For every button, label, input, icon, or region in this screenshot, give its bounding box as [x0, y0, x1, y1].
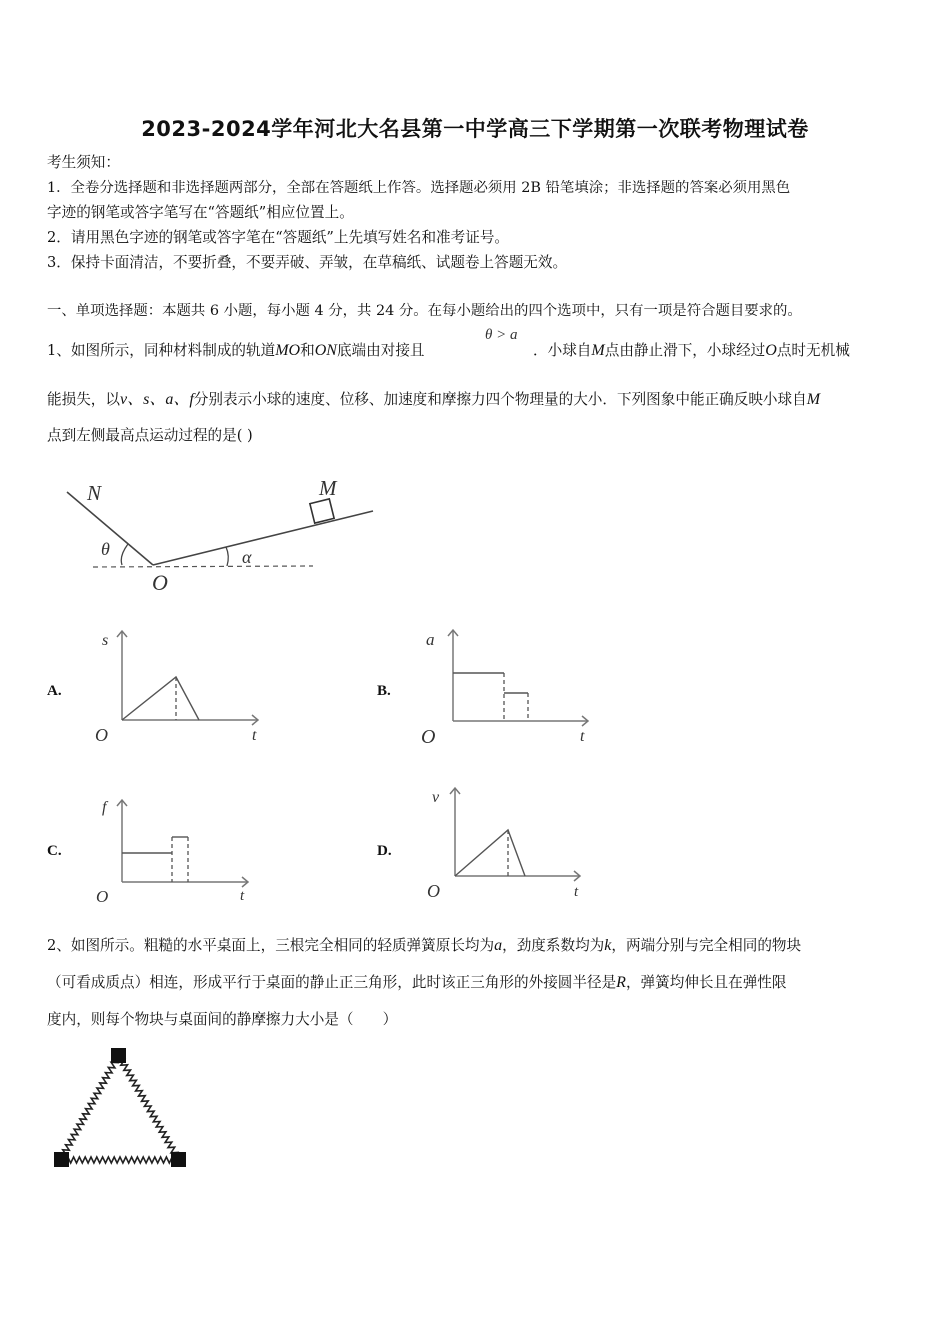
q1-condition: θ > a: [485, 327, 518, 343]
option-d-origin: O: [427, 881, 440, 901]
page-title: 2023-2024学年河北大名县第一中学高三下学期第一次联考物理试卷: [141, 117, 809, 141]
option-a-origin: O: [95, 725, 108, 745]
option-d-label[interactable]: D.: [377, 843, 392, 859]
q1-line-1-cont: ．小球自M点由静止滑下，小球经过O点时无机械: [533, 342, 850, 359]
notice-item-3: 3．保持卡面清洁，不要折叠，不要弄破、弄皱，在草稿纸、试题卷上答题无效。: [47, 254, 568, 271]
block-left: [54, 1152, 69, 1167]
label-O: O: [152, 570, 168, 595]
option-d-x-label: t: [574, 884, 579, 900]
q2-line-2: （可看成质点）相连，形成平行于桌面的静止正三角形，此时该正三角形的外接圆半径是R，弹簧均伸长且在弹性限: [47, 974, 787, 991]
section-heading: 一、单项选择题：本题共 6 小题，每小题 4 分，共 24 分。在每小题给出的四个选项中，只有一项是符合题目要求的。: [47, 303, 802, 319]
notice-item-1-line-1: 1．全卷分选择题和非选择题两部分，全部在答题纸上作答。选择题必须用 2B 铅笔填涂；非选择题的答案必须用黑色: [47, 180, 791, 196]
q2-line-3: 度内，则每个物块与桌面间的静摩擦力大小是（ ）: [47, 1011, 398, 1028]
option-a-y-label: s: [102, 632, 109, 649]
block-right: [171, 1152, 186, 1167]
option-a-x-label: t: [252, 727, 257, 744]
q1-line-1: 1、如图所示，同种材料制成的轨道MO和ON底端由对接且: [47, 342, 425, 359]
option-a-label[interactable]: A.: [47, 683, 62, 699]
option-c-graph: [90, 790, 260, 910]
block-top: [111, 1048, 126, 1063]
option-b-origin: O: [421, 726, 436, 748]
label-alpha: α: [242, 547, 252, 567]
q2-line-1: 2、如图所示。粗糙的水平桌面上，三根完全相同的轻质弹簧原长均为a，劲度系数均为k，两端分别与完全相同的物块: [47, 937, 802, 954]
option-b-graph: [418, 625, 598, 750]
label-N: N: [87, 481, 102, 505]
option-b-x-label: t: [580, 728, 585, 745]
label-M: M: [319, 476, 337, 500]
spring-bottom: [62, 1157, 178, 1163]
option-d-graph: [418, 780, 593, 905]
option-c-label[interactable]: C.: [47, 843, 62, 859]
option-a-graph: [90, 625, 270, 750]
spring-triangle-figure: [45, 1040, 200, 1175]
notice-heading: 考生须知：: [47, 154, 120, 171]
spring-right: [118, 1056, 178, 1159]
option-c-origin: O: [96, 887, 109, 906]
incline-figure: [55, 470, 385, 595]
q1-line-3: 点到左侧最高点运动过程的是( ): [47, 427, 253, 444]
option-c-y-label: f: [102, 799, 107, 816]
option-b-label[interactable]: B.: [377, 683, 391, 699]
notice-item-2: 2．请用黑色字迹的钢笔或答字笔在“答题纸”上先填写姓名和准考证号。: [47, 229, 510, 246]
q1-line-2: 能损失，以v、s、a、f分别表示小球的速度、位移、加速度和摩擦力四个物理量的大小．下列图象中能正确反映小球自M: [47, 391, 821, 408]
spring-left: [60, 1056, 118, 1159]
notice-item-1-line-2: 字迹的钢笔或答字笔写在“答题纸”相应位置上。: [47, 204, 354, 221]
option-b-y-label: a: [426, 630, 435, 649]
label-theta: θ: [101, 539, 110, 559]
option-d-y-label: v: [432, 789, 440, 806]
option-c-x-label: t: [240, 888, 245, 904]
